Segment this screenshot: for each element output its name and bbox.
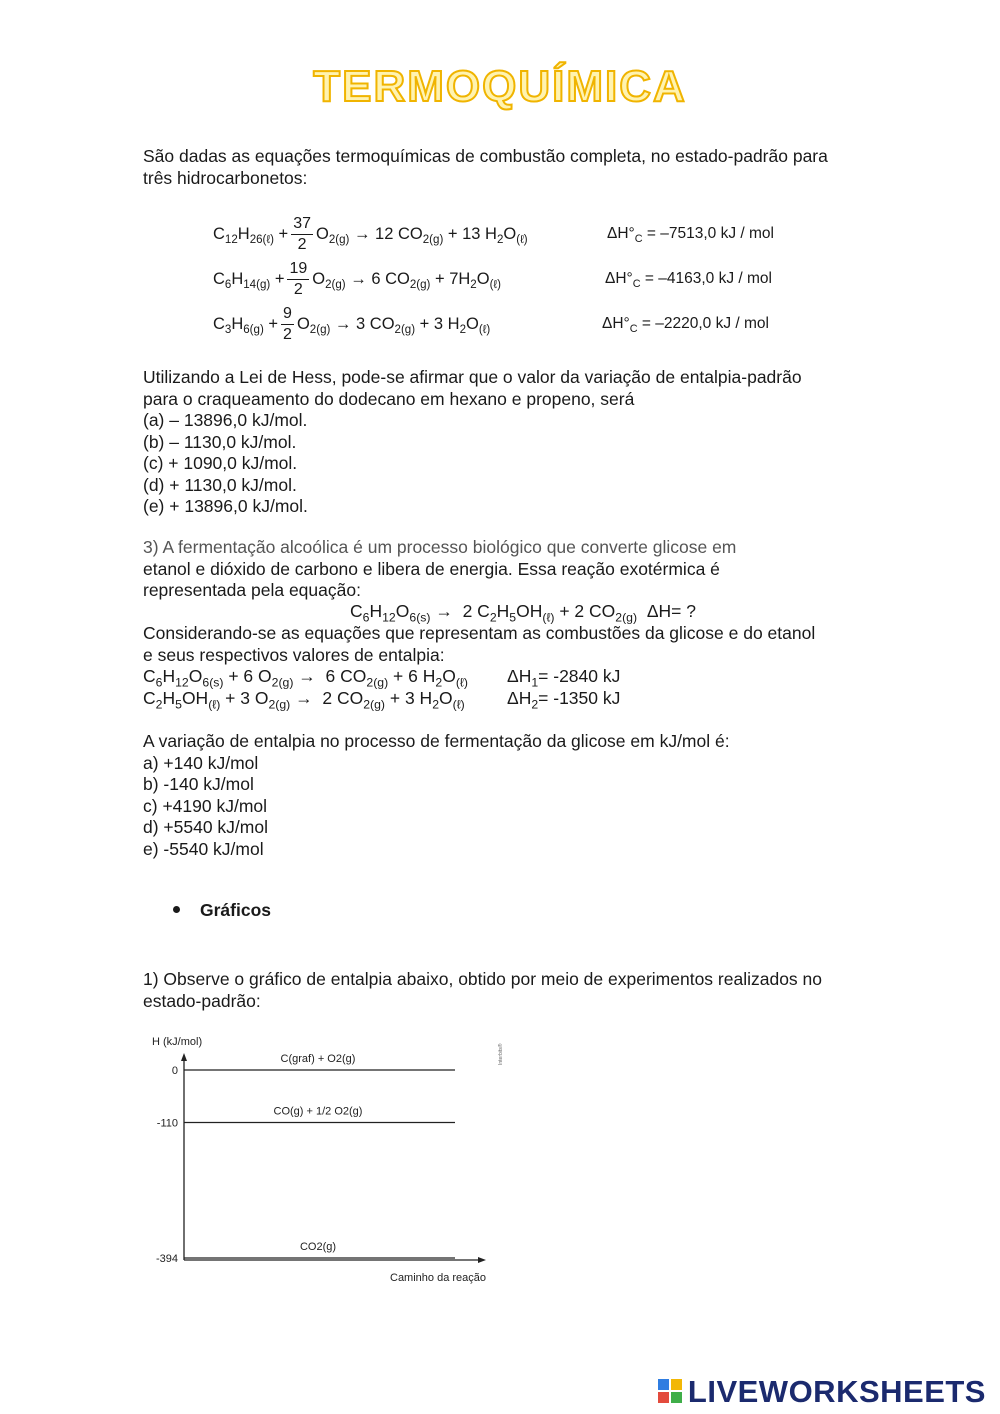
level-species-label: C(graf) + O2(g) (280, 1053, 356, 1065)
enthalpy-propene: $\Delta H^\circ_C = -2220,0$ kJ / mol (602, 315, 769, 336)
q1-question: Utilizando a Lei de Hess, pode-se afirmar que o valor da variação de entalpia-padrão para o craqueamento do dodecano em hexano e propeno, será (a) – 13896,0 kJ/mol. (b) – 1130,0 kJ/mol. (c) + 1090,0 kJ/mol. (d) + 1130,0 kJ/mol. (e) + 13896,0 kJ/mol. (143, 367, 802, 516)
option: (b) – 1130,0 kJ/mol. (143, 431, 297, 452)
option: d) +5540 kJ/mol (143, 817, 268, 837)
logo-grid-icon (658, 1379, 684, 1405)
q1-intro: São dadas as equações termoquímicas de combustão completa, no estado-padrão para três hidrocarbonetos: (143, 146, 828, 188)
dh2: $\Delta H_2= -1350$ kJ (507, 688, 621, 712)
option: (a) – 13896,0 kJ/mol. (143, 410, 308, 430)
enthalpy-diagram (140, 1025, 520, 1290)
fraction: $\frac{9}{2}$ (283, 305, 292, 343)
option: (e) + 13896,0 kJ/mol. (143, 496, 308, 516)
x-axis-label: Caminho da reação (390, 1272, 487, 1284)
x-axis-arrow-icon (478, 1257, 486, 1263)
level-species-label: CO(g) + 1/2 O2(g) (273, 1105, 363, 1118)
y-axis-label: H (kJ/mol) (152, 1036, 203, 1048)
section-heading: Gráficos (173, 900, 271, 921)
bullet-icon (173, 906, 180, 913)
dh1: $\Delta H_1= -2840$ kJ (507, 666, 621, 690)
y-axis-arrow-icon (181, 1053, 187, 1061)
option: b) -140 kJ/mol (143, 774, 254, 794)
fraction: $\frac{37}{2}$ (293, 215, 311, 253)
option: e) -5540 kJ/mol (143, 838, 264, 859)
glucose-combustion: $C_6H_{12}O_{6(s)} + 6$ $O_{2(g)} \to 6$ $CO_{2(g)} + 6$ $H_2O_{(\ell)}$ (143, 666, 468, 690)
ethanol-combustion: $C_2H_5OH_{(\ell)} + 3$ $O_{2(g)} \to 2$ $CO_{2(g)} + 3$ $H_2O_{(\ell)}$ (143, 688, 465, 712)
y-tick-label: -110 (156, 1117, 178, 1130)
option: c) +4190 kJ/mol (143, 795, 268, 816)
liveworksheets-logo: LIVEWORKSHEETS (658, 1374, 986, 1410)
enthalpy-dodecane: $\Delta H^\circ_C = -7513,0$ kJ / mol (607, 225, 774, 246)
fraction: $\frac{19}{2}$ (289, 260, 308, 298)
q3-considering: Considerando-se as equações que representam as combustões da glicose e do etanol e seus respectivos valores de entalpia: (143, 623, 816, 665)
option: (d) + 1130,0 kJ/mol. (143, 474, 297, 495)
equation-hexane: $C_6H_{14(g)}$ + $\frac{19}{2}$ $O_{2(g)} \to 6$ $CO_{2(g)} + 7H_2O_{(\ell)}$ (213, 260, 501, 298)
option: (c) + 1090,0 kJ/mol. (143, 453, 298, 473)
q3-intro: 3) A fermentação alcoólica é um processo biológico que converte glicose em etanol e dióxido de carbono e libera de energia. Essa reação exotérmica é representada pela equação: (143, 537, 737, 600)
option: a) +140 kJ/mol (143, 752, 259, 773)
y-tick-label: 0 (171, 1065, 178, 1077)
q3-question: A variação de entalpia no processo de fermentação da glicose em kJ/mol é: a) +140 kJ/mol b) -140 kJ/mol c) +4190 kJ/mol d) +5540 kJ/mol e) -5540 kJ/mol (143, 731, 730, 859)
enthalpy-hexane: $\Delta H^\circ_C = -4163,0$ kJ / mol (605, 270, 772, 291)
g1-intro: 1) Observe o gráfico de entalpia abaixo, obtido por meio de experimentos realizados no estado-padrão: (143, 969, 823, 1011)
watermark: Interbits® (498, 1043, 504, 1065)
y-tick-label: -394 (155, 1253, 178, 1265)
page-title: TERMOQUÍMICA (313, 62, 687, 111)
equation-dodecane: $C_{12}H_{26(\ell)}$ + $\frac{37}{2}$ $O_{2(g)} \to 12$ $CO_{2(g)} + 13$ $H_2O_{(\ell)}$ (213, 215, 528, 253)
fermentation-equation: $C_6H_{12}O_{6(s)} \to 2$ $C_2H_5OH_{(\ell)} + 2$ $CO_{2(g)}$ ΔH= ? (350, 601, 696, 625)
equation-propene: $C_3H_{6(g)}$ + $\frac{9}{2}$ $O_{2(g)} \to 3$ $CO_{2(g)} + 3$ $H_2O_{(\ell)}$ (213, 305, 491, 343)
level-species-label: CO2(g) (299, 1241, 337, 1253)
